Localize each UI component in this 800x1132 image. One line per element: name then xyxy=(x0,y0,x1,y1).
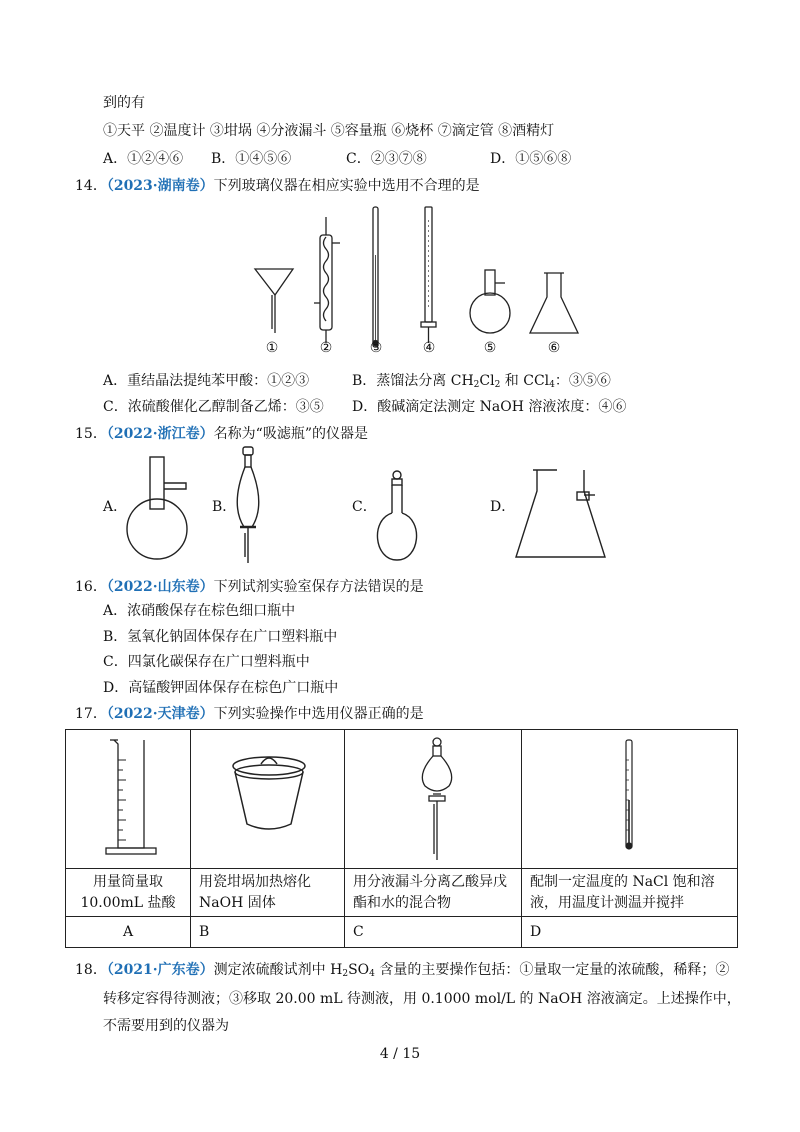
q17-cell-c-image xyxy=(345,730,522,869)
conical-flask-icon xyxy=(530,273,578,333)
q17-cell-c-letter: C xyxy=(345,917,522,948)
distillation-flask-icon xyxy=(127,457,187,559)
q15-apparatus-figure xyxy=(0,445,800,565)
q14-option-a: A．重结晶法提纯苯甲酸：①②③ xyxy=(103,373,310,389)
q17-table xyxy=(65,729,738,948)
q15-question xyxy=(75,424,368,444)
volumetric-flask-icon xyxy=(377,471,416,560)
q15-source: （2022·浙江卷） xyxy=(106,426,214,442)
q17-cell-c-text: 用分液漏斗分离乙酸异戊 酯和水的混合物 xyxy=(345,869,522,917)
q14-label-4: ④ xyxy=(422,340,436,356)
q17-cell-b-text: 用瓷坩埚加热熔化 NaOH 固体 xyxy=(191,869,345,917)
q17-source: （2022·天津卷） xyxy=(106,706,214,722)
q17-stem: 下列实验操作中选用仪器正确的是 xyxy=(213,706,424,722)
q14-apparatus-figure xyxy=(0,195,800,375)
q17-cell-b-letter: B xyxy=(191,917,345,948)
q14-label-6: ⑥ xyxy=(547,340,561,356)
q16-number: 16． xyxy=(75,579,107,595)
q17-question xyxy=(75,704,424,724)
q14-source: （2023·湖南卷） xyxy=(106,178,214,194)
burette-icon xyxy=(421,207,436,343)
page-number: 4 / 15 xyxy=(379,1046,421,1062)
separatory-funnel-icon xyxy=(345,730,522,868)
q15-letter-c: C． xyxy=(352,499,377,515)
q14-label-1: ① xyxy=(265,340,279,356)
filter-flask-icon xyxy=(516,470,605,557)
q17-cell-d-image xyxy=(522,730,738,869)
q13-option-d: D．①⑤⑥⑧ xyxy=(490,151,572,167)
q16-option-a: A．浓硝酸保存在棕色细口瓶中 xyxy=(103,603,296,619)
q16-option-b: B．氢氧化钠固体保存在广口塑料瓶中 xyxy=(103,629,338,645)
condenser-icon xyxy=(314,217,340,343)
graduated-cylinder-icon xyxy=(66,730,186,868)
q16-option-c: C．四氯化碳保存在广口塑料瓶中 xyxy=(103,654,310,670)
q17-cell-a-text: 用量筒量取 10.00mL 盐酸 xyxy=(66,869,191,917)
q18-question-line-3: 不需要用到的仪器为 xyxy=(103,1018,229,1034)
q18-number: 18． xyxy=(75,962,107,978)
q14-option-d: D．酸碱滴定法测定 NaOH 溶液浓度：④⑥ xyxy=(352,399,627,415)
q15-number: 15． xyxy=(75,426,107,442)
q17-letter-row xyxy=(66,917,738,948)
q14-option-b: B．蒸馏法分离 $CH_2Cl_2$ 和 CCl$_4$：③⑤⑥ xyxy=(352,373,611,390)
q13-option-b: B．①④⑤⑥ xyxy=(211,151,292,167)
funnel-icon xyxy=(255,269,293,333)
q17-number: 17． xyxy=(75,706,107,722)
q15-stem: 名称为“吸滤瓶”的仪器是 xyxy=(213,426,368,442)
q15-letter-b: B． xyxy=(212,499,237,515)
q17-cell-a-image xyxy=(66,730,191,869)
q14-label-3: ③ xyxy=(369,340,383,356)
q13-items: ①天平 ②温度计 ③坩埚 ④分液漏斗 ⑤容量瓶 ⑥烧杯 ⑦滴定管 ⑧酒精灯 xyxy=(103,123,555,139)
q14-label-5: ⑤ xyxy=(483,340,497,356)
q17-cell-d-letter: D xyxy=(522,917,738,948)
q14-label-2: ② xyxy=(319,340,333,356)
q17-image-row xyxy=(66,730,738,869)
q17-cell-a-letter: A xyxy=(66,917,191,948)
q17-cell-b-image xyxy=(191,730,345,869)
crucible-icon xyxy=(191,730,345,868)
round-flask-icon xyxy=(470,270,510,333)
q16-option-d: D．高锰酸钾固体保存在棕色广口瓶中 xyxy=(103,680,339,696)
q15-letter-d: D． xyxy=(490,499,516,515)
q15-letter-a: A． xyxy=(103,499,128,515)
q14-option-c: C．浓硫酸催化乙醇制备乙烯：③⑤ xyxy=(103,399,324,415)
q14-question xyxy=(75,176,480,196)
q16-source: （2022·山东卷） xyxy=(106,579,214,595)
thermometer-icon xyxy=(522,730,738,868)
q17-text-row xyxy=(66,869,738,917)
thermometer-icon xyxy=(373,207,378,347)
q16-question xyxy=(75,577,424,597)
q13-option-c: C．②③⑦⑧ xyxy=(346,151,427,167)
q13-stem-tail: 到的有 xyxy=(103,95,145,111)
q13-option-a: A．①②④⑥ xyxy=(103,151,184,167)
q18-question-line-2: 转移定容得待测液；③移取 20.00 mL 待测液，用 0.1000 mol/L 的 NaOH 溶液滴定。上述操作中， xyxy=(103,991,741,1007)
separatory-funnel-icon xyxy=(237,447,259,563)
q14-number: 14． xyxy=(75,178,107,194)
q18-question-line-1: 18．（2021·广东卷）测定浓硫酸试剂中 $H_2SO_4$ 含量的主要操作包括：①量取一定量的浓硫酸，稀释；② xyxy=(75,962,730,979)
q16-stem: 下列试剂实验室保存方法错误的是 xyxy=(213,579,424,595)
q14-stem: 下列玻璃仪器在相应实验中选用不合理的是 xyxy=(213,178,480,194)
q18-source: （2021·广东卷） xyxy=(106,962,214,978)
q17-cell-d-text: 配制一定温度的 NaCl 饱和溶 液，用温度计测温并搅拌 xyxy=(522,869,738,917)
